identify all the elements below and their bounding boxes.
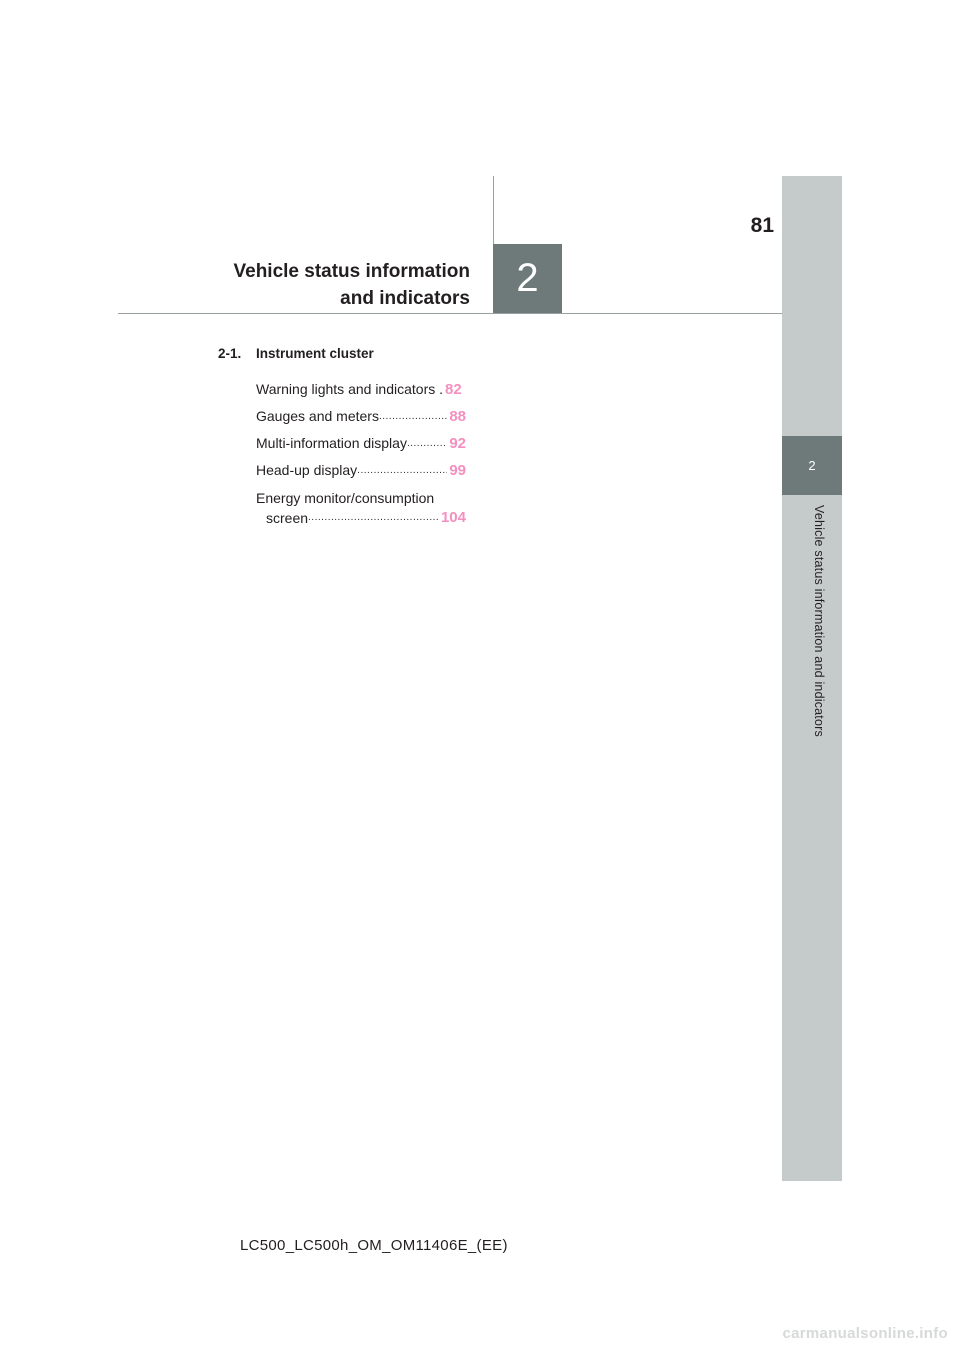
header-divider-horizontal <box>118 313 782 314</box>
toc-item-label: Gauges and meters <box>256 408 379 424</box>
chapter-title-line2: and indicators <box>340 288 470 309</box>
toc-item-label: Head-up display <box>256 462 358 478</box>
table-of-contents <box>218 346 466 528</box>
watermark: carmanualsonline.info <box>782 1325 948 1342</box>
toc-item-label: Multi-information display <box>256 435 407 451</box>
toc-item-label-continued: screen <box>266 510 309 526</box>
toc-item-page-link[interactable]: 88 <box>449 408 466 425</box>
side-chapter-title: Vehicle status information and indicators <box>812 505 826 737</box>
side-chapter-tab[interactable] <box>782 436 842 495</box>
toc-item-gauges-meters[interactable] <box>256 403 466 430</box>
toc-item-page-link[interactable]: 99 <box>449 462 466 479</box>
chapter-title <box>234 258 471 312</box>
toc-item-label: Energy monitor/consumption <box>256 490 435 506</box>
toc-item-page-link[interactable]: 92 <box>449 435 466 452</box>
toc-section-heading <box>218 346 466 366</box>
header-divider-vertical <box>493 176 494 244</box>
toc-item-warning-lights[interactable] <box>256 376 466 403</box>
chapter-title-line1: Vehicle status information <box>233 261 470 282</box>
toc-item-page-link[interactable]: 82 <box>445 381 462 398</box>
chapter-number: 2 <box>516 256 539 300</box>
side-chapter-number: 2 <box>808 458 816 473</box>
toc-item-label: Warning lights and indicators . <box>256 381 444 397</box>
toc-item-second-line <box>266 508 466 528</box>
toc-section-title: Instrument cluster <box>256 346 374 361</box>
toc-leader-dots <box>308 508 439 528</box>
toc-leader-dots <box>407 430 447 457</box>
toc-item-multi-information-display[interactable] <box>256 430 466 457</box>
chapter-number-box <box>493 244 562 313</box>
toc-item-page-link[interactable]: 104 <box>440 509 466 526</box>
toc-item-energy-monitor[interactable] <box>256 488 466 528</box>
document-code: LC500_LC500h_OM_OM11406E_(EE) <box>240 1237 508 1254</box>
toc-section-number: 2-1. <box>218 346 242 361</box>
page-number: 81 <box>750 214 774 237</box>
toc-leader-dots <box>357 457 447 484</box>
toc-item-head-up-display[interactable] <box>256 457 466 484</box>
toc-leader-dots <box>379 403 447 430</box>
